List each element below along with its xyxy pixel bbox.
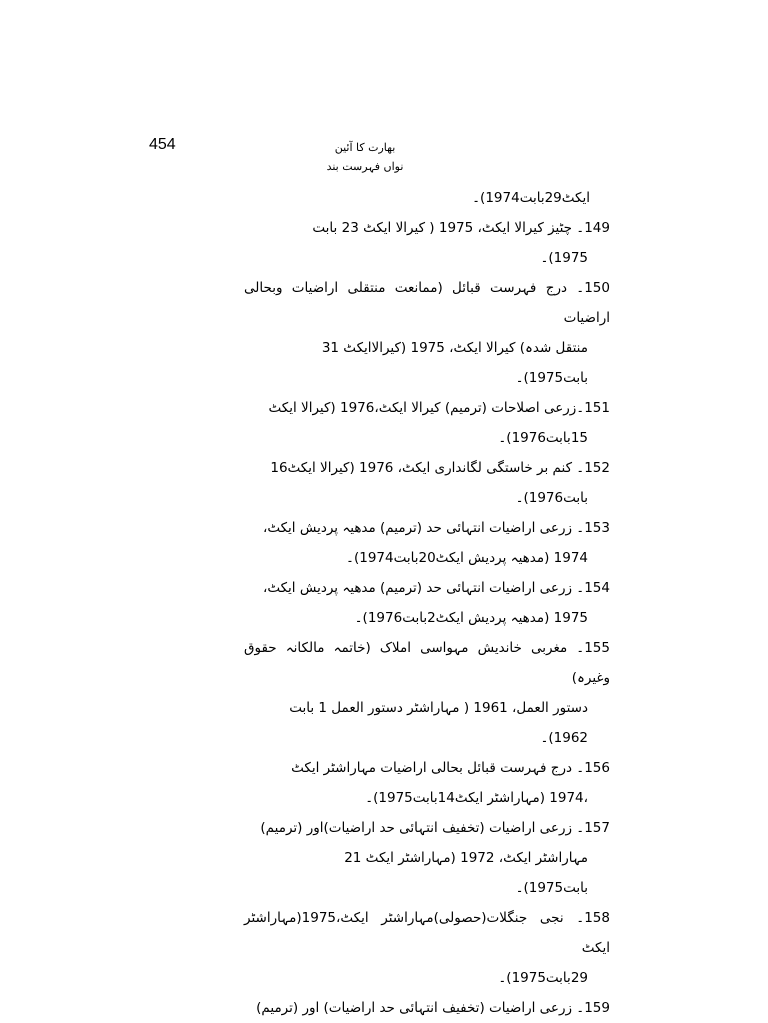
entry-line: بابت1975)۔ (515, 880, 588, 896)
entry-line: 1974 (مدھیہ پردیش ایکٹ20بابت1974)۔ (346, 550, 588, 566)
entry-line: مہاراشٹر ایکٹ، 1972 (مہاراشٹر ایکٹ 21 (344, 850, 588, 866)
entry-line: 152۔ کنم بر خاستگی لگانداری ایکٹ، 1976 (کیرالا ایکٹ16 (270, 460, 610, 476)
entry-line: 153۔ زرعی اراضیات انتہائی حد (ترمیم) مدھیہ پردیش ایکٹ، (262, 520, 610, 536)
entry-153 (244, 513, 610, 573)
entry-152 (244, 453, 610, 513)
header-title: بھارت کا آئین (334, 141, 396, 154)
entry-line: 1975)۔ (540, 250, 588, 266)
entry-line: بابت1976)۔ (515, 490, 588, 506)
entry-line: منتقل شدہ) کیرالا ایکٹ، 1975 (کیرالاایکٹ 31 (321, 340, 588, 356)
entry-line: ایکٹ29بابت1974)۔ (472, 190, 590, 206)
entry-line: 156۔ درج فہرست قبائل بحالی اراضیات مہاراشٹر ایکٹ (291, 760, 610, 776)
entry-line: ،1974 (مہاراشٹر ایکٹ14بابت1975)۔ (365, 790, 588, 806)
entry-155 (244, 633, 610, 753)
entry-line: 151۔زرعی اصلاحات (ترمیم) کیرالا ایکٹ،1976 (کیرالا ایکٹ (268, 400, 610, 416)
entry-158 (244, 903, 610, 993)
entry-line: 29بابت1975)۔ (498, 970, 588, 986)
page-header (300, 138, 430, 176)
entry-157 (244, 813, 610, 903)
entry-line: 15بابت1976)۔ (498, 430, 588, 446)
entry-line: 154۔ زرعی اراضیات انتہائی حد (ترمیم) مدھیہ پردیش ایکٹ، (262, 580, 610, 596)
entry-154 (244, 573, 610, 633)
entry-151 (244, 393, 610, 453)
entry-156 (244, 753, 610, 813)
entry-line: بابت1975)۔ (515, 370, 588, 386)
entry-159 (244, 993, 610, 1023)
entry-line: دستور العمل، 1961 ( مہاراشٹر دستور العمل 1 بابت (289, 700, 588, 716)
entry-148-continuation (244, 183, 610, 213)
entry-line: 149۔ چٹیز کیرالا ایکٹ، 1975 ( کیرالا ایکٹ 23 بابت (312, 220, 610, 236)
entry-line: 1975 (مدھیہ پردیش ایکٹ2بابت1976)۔ (354, 610, 588, 626)
entry-line: 157۔ زرعی اراضیات (تخفیف انتہائی حد اراضیات)اور (ترمیم) (260, 820, 610, 836)
entry-150 (244, 273, 610, 393)
entry-149 (244, 213, 610, 273)
entry-line: 158۔ نجی جنگلات(حصولی)مہاراشٹر ایکٹ،1975(مہاراشٹر ایکٹ (244, 910, 610, 956)
entry-line: 150۔ درج فہرست قبائل (ممانعت منتقلی اراضیات وبحالی اراضیات (244, 280, 610, 326)
header-subtitle: نواں فہرست بند (326, 160, 404, 173)
entry-line: 1962)۔ (540, 730, 588, 746)
page-number: 454 (149, 136, 176, 153)
schedule-entries (244, 183, 610, 1023)
entry-line: 155۔ مغربی خاندیش مہواسی املاک (خاتمہ مالکانہ حقوق وغیرہ) (244, 640, 610, 686)
entry-line: 159۔ زرعی اراضیات (تخفیف انتہائی حد اراضیات) اور (ترمیم) (256, 1000, 610, 1016)
